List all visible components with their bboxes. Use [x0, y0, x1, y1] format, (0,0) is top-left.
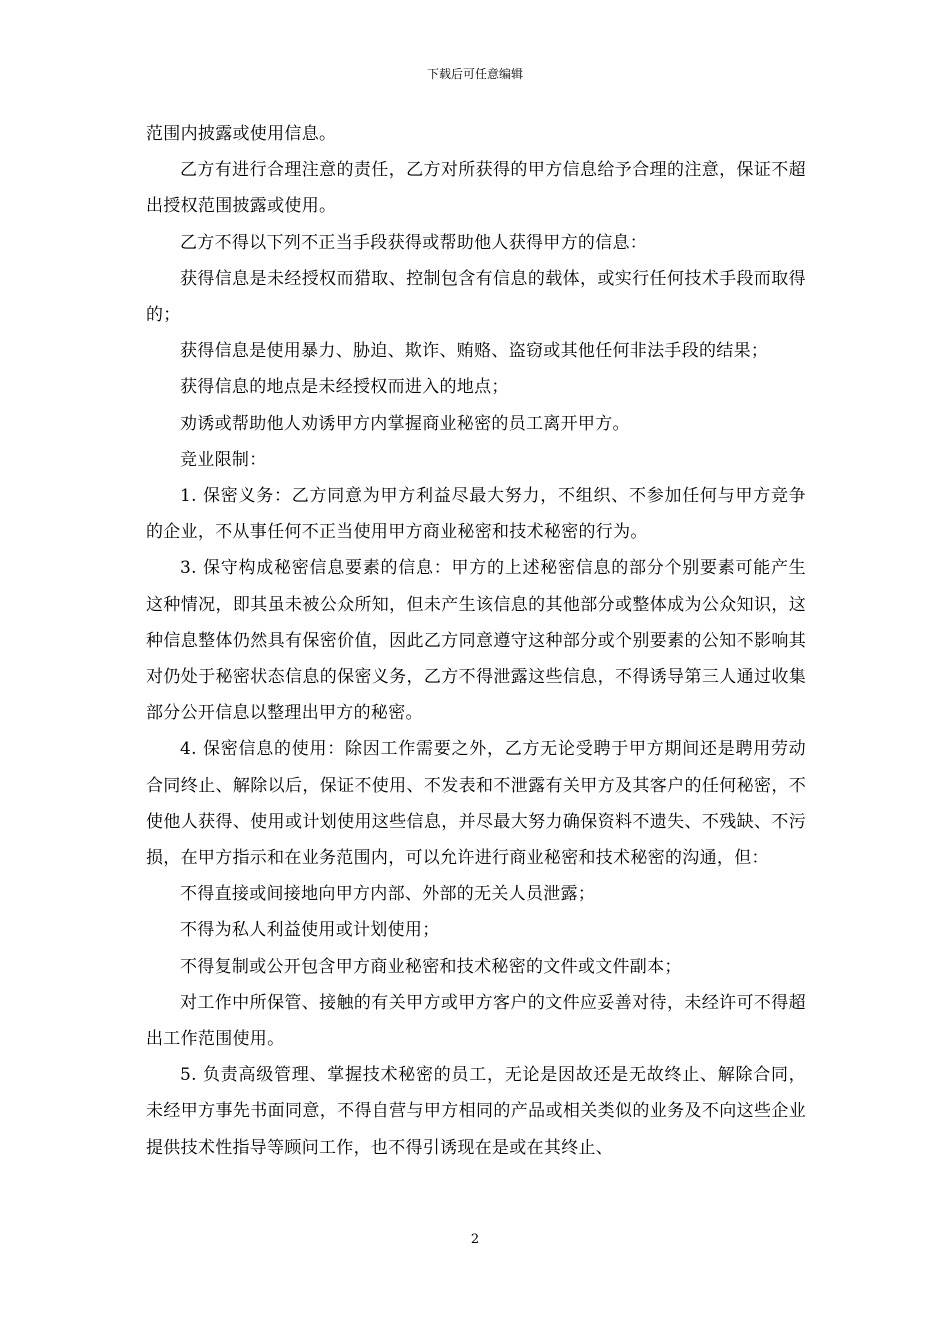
- paragraph: 不得为私人利益使用或计划使用；: [180, 920, 440, 941]
- paragraph: 获得信息的地点是未经授权而进入的地点；: [180, 377, 509, 398]
- paragraph: 获得信息是使用暴力、胁迫、欺诈、贿赂、盗窃或其他任何非法手段的结果；: [180, 341, 769, 362]
- page-number: 2: [470, 1232, 480, 1247]
- paragraph: 乙方不得以下列不正当手段获得或帮助他人获得甲方的信息：: [180, 232, 648, 253]
- paragraph: 对工作中所保管、接触的有关甲方或甲方客户的文件应妥善对待，未经许可不得超出工作范围使用。: [146, 992, 806, 1050]
- paragraph: 获得信息是未经授权而猎取、控制包含有信息的载体，或实行任何技术手段而取得的；: [146, 268, 806, 326]
- paragraph: 不得直接或间接地向甲方内部、外部的无关人员泄露；: [180, 884, 596, 905]
- paragraph: 乙方有进行合理注意的责任，乙方对所获得的甲方信息给予合理的注意，保证不超出授权范围披露或使用。: [146, 160, 806, 217]
- paragraph: 1. 保密义务：乙方同意为甲方利益尽最大努力，不组织、不参加任何与甲方竞争的企业，不从事任何不正当使用甲方商业秘密和技术秘密的行为。: [146, 486, 806, 543]
- page-header: 下载后可任意编辑: [426, 67, 523, 81]
- paragraph: 3. 保守构成秘密信息要素的信息：甲方的上述秘密信息的部分个别要素可能产生这种情况，即其虽未被公众所知，但未产生该信息的其他部分或整体成为公众知识，这种信息整体仍然具有保密价值，因此乙方同意遵守这种部分或个别要素的公知不影响其对仍处于秘密状态信息的保密义务，乙方不得泄露这些信息，不得诱导第三人通过收集部分公开信息以整理出甲方的秘密。: [146, 558, 806, 724]
- paragraph: 竞业限制：: [180, 449, 267, 470]
- paragraph: 不得复制或公开包含甲方商业秘密和技术秘密的文件或文件副本；: [180, 956, 682, 977]
- paragraph: 4. 保密信息的使用：除因工作需要之外，乙方无论受聘于甲方期间还是聘用劳动合同终止、解除以后，保证不使用、不发表和不泄露有关甲方及其客户的任何秘密，不使他人获得、使用或计划使用这些信息，并尽最大努力确保资料不遗失、不残缺、不污损，在甲方指示和在业务范围内，可以允许进行商业秘密和技术秘密的沟通，但：: [146, 739, 806, 869]
- paragraph: 范围内披露或使用信息。: [146, 124, 337, 144]
- paragraph: 5. 负责高级管理、掌握技术秘密的员工，无论是因故还是无故终止、解除合同，未经甲方事先书面同意，不得自营与甲方相同的产品或相关类似的业务及不向这些企业提供技术性指导等顾问工作，也不得引诱现在是或在其终止、: [146, 1065, 806, 1158]
- paragraph: 劝诱或帮助他人劝诱甲方内掌握商业秘密的员工离开甲方。: [180, 413, 630, 434]
- document-body: [146, 116, 806, 1166]
